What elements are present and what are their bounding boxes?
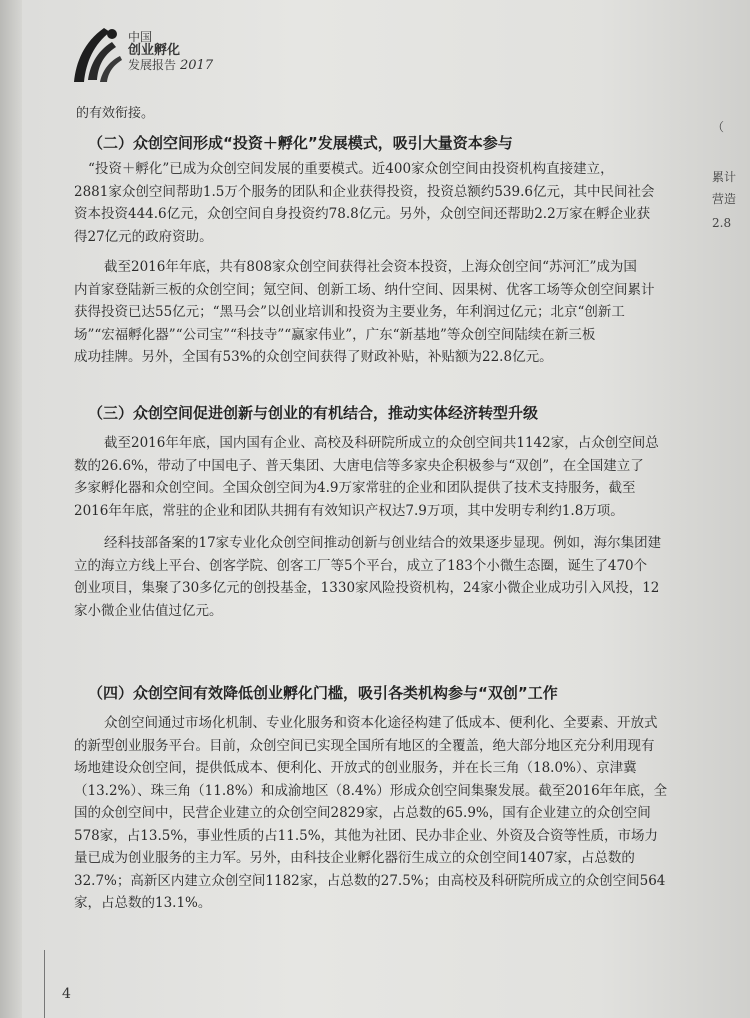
text-line: 得27亿元的政府资助。 bbox=[74, 228, 213, 245]
facing-page-fragment: （ bbox=[712, 120, 725, 134]
brand-line-2: 创业孵化 bbox=[128, 43, 181, 58]
text-line: “投资＋孵化”已成为众创空间发展的重要模式。近400家众创空间由投资机构直接建立， bbox=[88, 161, 614, 177]
facing-page-fragment: 营造 bbox=[712, 192, 737, 206]
text-line: 国的众创空间中，民营企业建立的众创空间2829家，占总数的65.9%，国有企业建立的众创空间 bbox=[74, 805, 651, 821]
paragraph bbox=[74, 256, 655, 369]
text-line: 家，占总数的13.1%。 bbox=[74, 895, 212, 911]
text-line: 经科技部备案的17家专业化众创空间推动创新与创业结合的效果逐步显现。例如，海尔集团建 bbox=[104, 535, 662, 551]
text-line: 截至2016年年底，共有808家众创空间获得社会资本投资，上海众创空间“苏河汇”成为国 bbox=[104, 259, 637, 275]
text-line: 内首家登陆新三板的众创空间；氪空间、创新工场、纳什空间、因果树、优客工场等众创空间累计 bbox=[74, 281, 655, 298]
section-heading: （四）众创空间有效降低创业孵化门槛，吸引各类机构参与“双创”工作 bbox=[88, 684, 558, 702]
text-line: 场”“宏福孵化器”“公司宝”“科技寺”“赢家伟业”，广东“新基地”等众创空间陆续在新三板 bbox=[74, 326, 596, 343]
text-line: 量已成为创业服务的主力军。另外，由科技企业孵化器衍生成立的众创空间1407家，占总数的 bbox=[74, 850, 635, 866]
text-line: 32.7%；高新区内建立众创空间1182家，占总数的27.5%；由高校及科研院所成立的众创空间564 bbox=[74, 872, 666, 889]
text-line: 2881家众创空间帮助1.5万个服务的团队和企业获得投资，投资总额约539.6亿元，其中民间社会 bbox=[74, 183, 655, 200]
text-line: 资本投资444.6亿元，众创空间自身投资约78.8亿元。另外，众创空间还帮助2.2万家在孵企业获 bbox=[74, 206, 651, 222]
section-heading: （二）众创空间形成“投资＋孵化”发展模式，吸引大量资本参与 bbox=[88, 134, 513, 152]
text-line: 多家孵化器和众创空间。全国众创空间为4.9万家常驻的企业和团队提供了技术支持服务，截至 bbox=[74, 480, 636, 496]
brand-line-1: 中国 bbox=[128, 30, 153, 44]
text-line: 众创空间通过市场化机制、专业化服务和资本化途径构建了低成本、便利化、全要素、开放式 bbox=[104, 715, 658, 731]
text-line: 2016年年底，常驻的企业和团队共拥有有效知识产权达7.9万项，其中发明专利约1.8万项。 bbox=[74, 502, 624, 519]
text-line: 成功挂牌。另外，全国有53%的众创空间获得了财政补贴，补贴额为22.8亿元。 bbox=[74, 349, 553, 365]
text-line: 家小微企业估值过亿元。 bbox=[74, 602, 223, 619]
facing-page-fragment: 累计 bbox=[712, 170, 737, 184]
report-year: 2017 bbox=[180, 58, 214, 73]
page-number: 4 bbox=[62, 986, 71, 1002]
text-line: 578家，占13.5%，事业性质的占11.5%，其他为社团、民办非企业、外资及合资等性质，市场力 bbox=[74, 827, 659, 844]
text-line: （13.2%）、珠三角（11.8%）和成渝地区（8.4%）形成众创空间集聚发展。截至2016年年底，全 bbox=[74, 782, 668, 799]
text-line: 场地建设众创空间，提供低成本、便利化、开放式的创业服务，并在长三角（18.0%）、京津冀 bbox=[74, 760, 637, 776]
paragraph bbox=[74, 712, 668, 915]
report-logo-icon bbox=[66, 22, 126, 88]
brand-line-3 bbox=[128, 58, 213, 73]
text-line: 的新型创业服务平台。目前，众创空间已实现全国所有地区的全覆盖，绝大部分地区充分利用现有 bbox=[74, 737, 655, 754]
paragraph bbox=[74, 158, 655, 248]
section-heading: （三）众创空间促进创新与创业的有机结合，推动实体经济转型升级 bbox=[88, 404, 539, 422]
paragraph bbox=[74, 432, 659, 522]
text-line: 创业项目，集聚了30多亿元的创投基金，1330家风险投资机构，24家小微企业成功引入风投，12 bbox=[74, 580, 660, 596]
text-line: 截至2016年年底，国内国有企业、高校及科研院所成立的众创空间共1142家，占众创空间总 bbox=[104, 435, 659, 451]
report-brand bbox=[128, 30, 213, 73]
text-line: 立的海立方线上平台、创客学院、创客工厂等5个平台，成立了183个小微生态圈，诞生了470个 bbox=[74, 557, 648, 574]
text-line: 获得投资已达55亿元；“黑马会”以创业培训和投资为主要业务，年利润过亿元；北京“创新工 bbox=[74, 304, 625, 320]
text-line: 数的26.6%，带动了中国电子、普天集团、大唐电信等多家央企积极参与“双创”，在全国建立了 bbox=[74, 457, 644, 474]
paragraph bbox=[74, 532, 662, 622]
book-binding-shadow bbox=[0, 0, 22, 1018]
margin-rule bbox=[44, 950, 45, 1018]
brand-line-3-text: 发展报告 bbox=[128, 58, 177, 72]
lead-text: 的有效衔接。 bbox=[76, 106, 155, 121]
facing-page-fragment: 2.8 bbox=[712, 216, 732, 230]
